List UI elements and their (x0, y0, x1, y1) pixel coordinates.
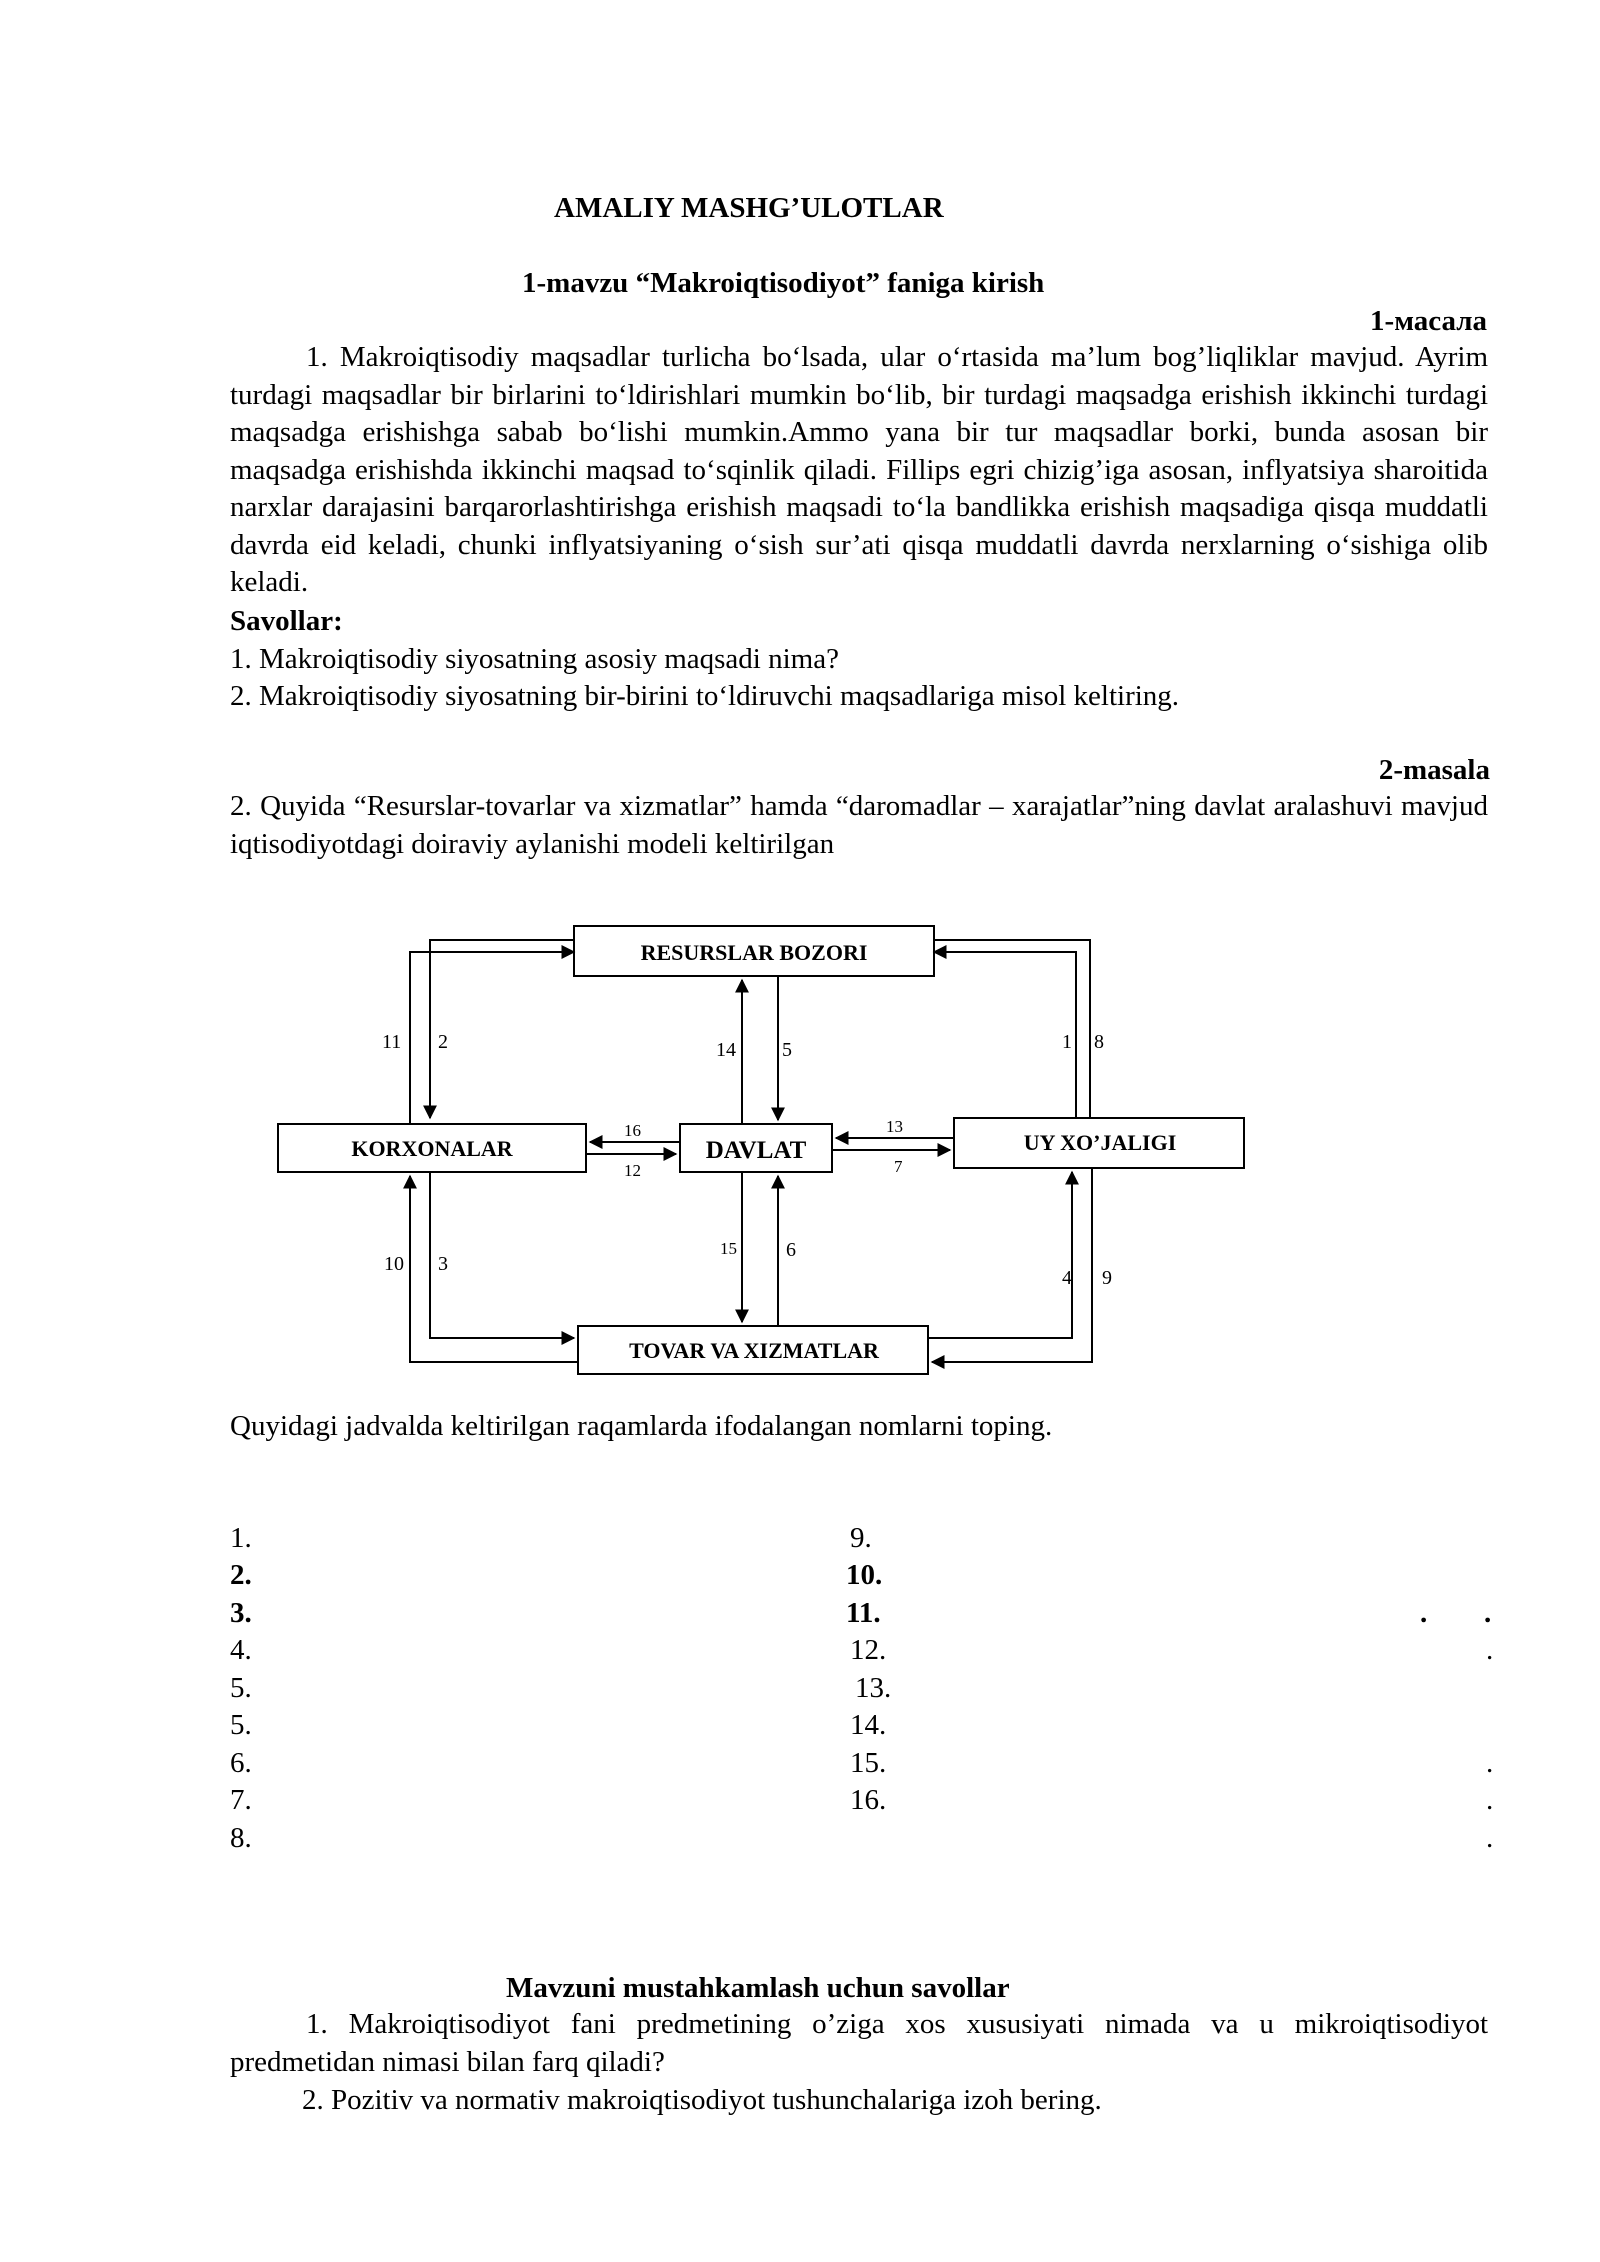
answer-left-8: 8. (230, 1822, 252, 1854)
answer-mid-13: 13. (855, 1672, 892, 1704)
arrow-1 (934, 952, 1076, 1118)
num-1: 1 (1062, 1031, 1072, 1053)
answer-right-mark-6: . (1486, 1822, 1494, 1854)
num-4: 4 (1062, 1267, 1072, 1289)
answer-left-3: 3. (230, 1597, 252, 1629)
num-12: 12 (624, 1161, 641, 1180)
reinforcement-q1-block (230, 2006, 1488, 2081)
question-1: 1. Makroiqtisodiy siyosatning asosiy maqsadi nima? (230, 643, 839, 675)
label-households: UY XO’JALIGI (1023, 1130, 1177, 1155)
answer-right-mark-3: . (1486, 1634, 1494, 1666)
answer-mid-15: 15. (850, 1747, 887, 1779)
label-firms: KORXONALAR (351, 1136, 513, 1161)
answer-right-mark-2: . (1484, 1597, 1492, 1629)
num-15: 15 (720, 1239, 737, 1258)
answer-right-mark-4: . (1486, 1747, 1494, 1779)
arrow-3 (430, 1172, 574, 1338)
questions-heading: Savollar: (230, 605, 343, 637)
answer-left-7: 7. (230, 1784, 252, 1816)
answer-left-5: 5. (230, 1672, 252, 1704)
label-resources-market: RESURSLAR BOZORI (640, 940, 868, 965)
task2-paragraph-block (230, 788, 1488, 863)
num-14: 14 (716, 1039, 736, 1061)
num-9: 9 (1102, 1267, 1112, 1289)
reinforcement-q1: 1. Makroiqtisodiyot fani predmetining o’ziga xos xususiyati nimada va u mikroiqtisodiyot predmetidan nimasi bilan farq qiladi? (230, 2008, 1488, 2078)
answer-mid-9: 9. (850, 1522, 872, 1554)
arrow-10 (410, 1176, 578, 1362)
num-8: 8 (1094, 1031, 1104, 1053)
answer-left-6: 6. (230, 1747, 252, 1779)
task2-instruction: Quyidagi jadvalda keltirilgan raqamlarda ifodalangan nomlarni toping. (230, 1410, 1053, 1442)
task1-paragraph: 1. Makroiqtisodiy maqsadlar turlicha bo‘lsada, ular o‘rtasida ma’lum bog’liqliklar mavjud. Ayrim turdagi maqsadlar bir birlarini to‘ldirishlari mumkin bo‘lib, bir turdagi maqsadga erishish ikkinchi turdagi maqsadga erishishga sabab bo‘lishi mumkin.Ammo yana bir tur maqsadlar borki, bunda asosan bir maqsadga erishishda ikkinchi maqsad to‘sqinlik qiladi. Fillips egri chizig’iga asosan, inflyatsiya sharoitida narxlar darajasini barqarorlashtirishga erishish maqsadi to‘la bandlikka erishish maqsadiga qisqa muddatli davrda eid keladi, chunki inflyatsiyaning o‘sish sur’ati qisqa muddatli davrda nerxlarning o‘sishiga olib keladi. (230, 341, 1488, 598)
answer-left-1: 1. (230, 1522, 252, 1554)
arrow-9 (932, 1168, 1092, 1362)
arrow-2 (430, 940, 574, 1118)
task2-paragraph: 2. Quyida “Resurslar-tovarlar va xizmatlar” hamda “daromadlar – xarajatlar”ning davlat aralashuvi mavjud iqtisodiyotdagi doiraviy aylanishi modeli keltirilgan (230, 790, 1488, 860)
arrow-4 (928, 1172, 1072, 1338)
answer-left-4: 4. (230, 1634, 252, 1666)
answer-mid-16: 16. (850, 1784, 887, 1816)
answer-left-2: 2. (230, 1559, 252, 1591)
answer-mid-11: 11. (846, 1597, 881, 1629)
page-title: AMALIY MASHG’ULOTLAR (554, 192, 944, 224)
num-5: 5 (782, 1039, 792, 1061)
reinforcement-q2: 2. Pozitiv va normativ makroiqtisodiyot tushunchalariga izoh bering. (302, 2084, 1102, 2116)
answer-mid-14: 14. (850, 1709, 887, 1741)
topic-title: 1-mavzu “Makroiqtisodiyot” faniga kirish (522, 267, 1045, 299)
num-6: 6 (786, 1239, 796, 1261)
answer-mid-12: 12. (850, 1634, 887, 1666)
answer-right-mark-1: . (1420, 1597, 1428, 1629)
question-2: 2. Makroiqtisodiy siyosatning bir-birini to‘ldiruvchi maqsadlariga misol keltiring. (230, 680, 1180, 712)
num-10: 10 (384, 1253, 404, 1275)
num-11: 11 (382, 1031, 402, 1053)
circular-flow-diagram (270, 918, 1260, 1388)
num-2: 2 (438, 1031, 448, 1053)
reinforcement-heading: Mavzuni mustahkamlash uchun savollar (506, 1972, 1010, 2004)
num-16: 16 (624, 1121, 641, 1140)
num-3: 3 (438, 1253, 448, 1275)
answer-mid-10: 10. (846, 1559, 883, 1591)
task1-label: 1-масала (1370, 305, 1487, 337)
label-state: DAVLAT (705, 1137, 807, 1164)
answer-left-5b: 5. (230, 1709, 252, 1741)
task2-label: 2-masala (1378, 754, 1490, 786)
answer-right-mark-5: . (1486, 1784, 1494, 1816)
task1-paragraph-block (230, 339, 1488, 602)
num-7: 7 (894, 1157, 903, 1176)
arrow-11 (410, 952, 574, 1124)
label-goods-services: TOVAR VA XIZMATLAR (629, 1338, 879, 1363)
num-13: 13 (886, 1117, 903, 1136)
